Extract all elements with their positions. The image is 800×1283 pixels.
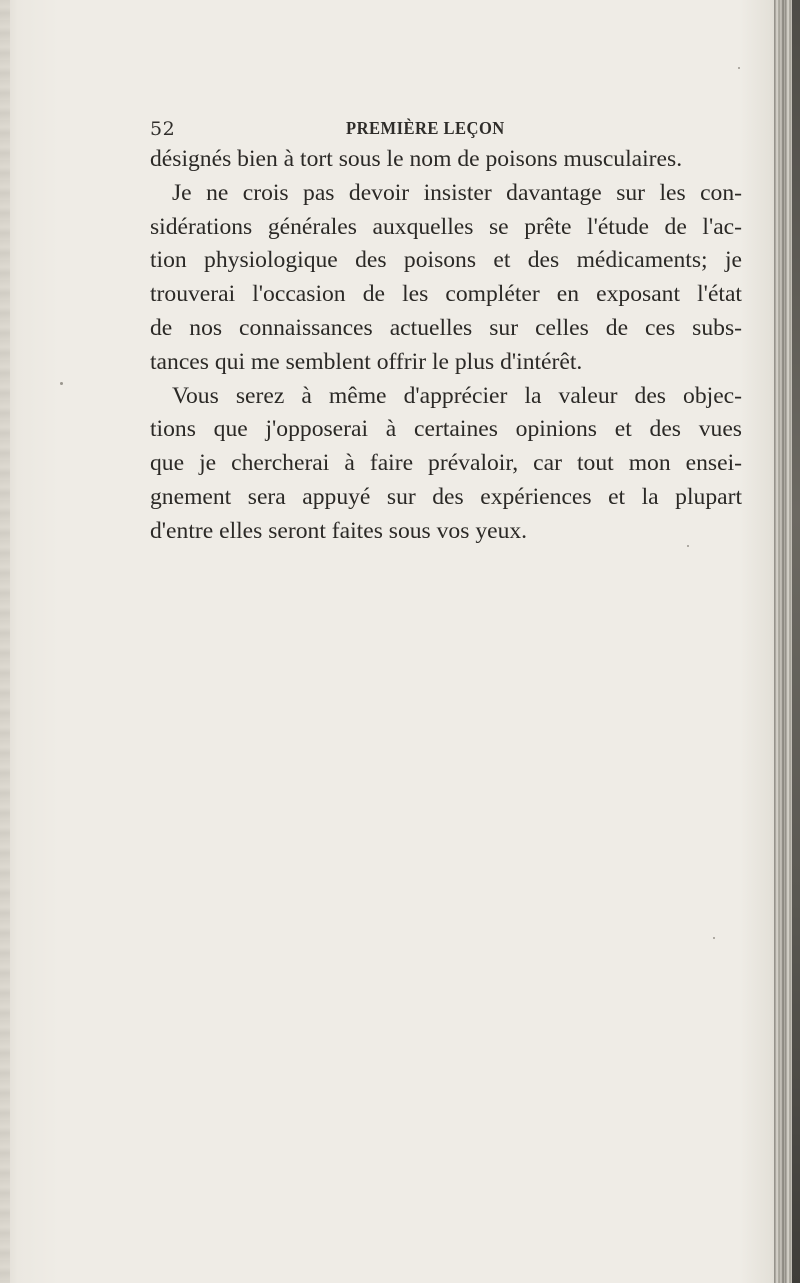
paragraph: [150, 380, 742, 549]
text-line: trouverai l'occasion de les compléter en exposant l'état: [150, 281, 742, 308]
page-number: 52: [150, 118, 176, 140]
text-line: tions que j'opposerai à certaines opinions et des vues: [150, 416, 742, 443]
paper-speck: [687, 545, 689, 547]
running-head: PREMIÈRE LEÇON: [346, 118, 505, 138]
page-edge-shadow: [792, 0, 800, 1283]
binding-edge-left: [0, 0, 10, 1283]
paper-speck: [738, 67, 740, 69]
text-line: que je chercherai à faire prévaloir, car tout mon ensei-: [150, 450, 742, 477]
text-line: tion physiologique des poisons et des médicaments; je: [150, 247, 742, 274]
text-line: Vous serez à même d'apprécier la valeur des objec-: [172, 382, 742, 409]
text-line: sidérations générales auxquelles se prête l'étude de l'ac-: [150, 213, 742, 240]
page-header: [150, 118, 738, 142]
text-line: de nos connaissances actuelles sur celles de ces subs-: [150, 314, 742, 341]
text-line: Je ne crois pas devoir insister davantage sur les con-: [172, 179, 742, 206]
text-line: gnement sera appuyé sur des expériences et la plupart: [150, 483, 742, 510]
text-line: d'entre elles seront faites sous vos yeux.: [150, 517, 528, 544]
paper-speck: [713, 937, 715, 939]
text-line: désignés bien à tort sous le nom de poisons musculaires.: [150, 146, 683, 172]
paper-speck: [60, 382, 63, 385]
text-line: tances qui me semblent offrir le plus d'intérêt.: [150, 348, 583, 375]
body-text: [150, 143, 742, 549]
paragraph: [150, 143, 742, 177]
paragraph: [150, 177, 742, 380]
